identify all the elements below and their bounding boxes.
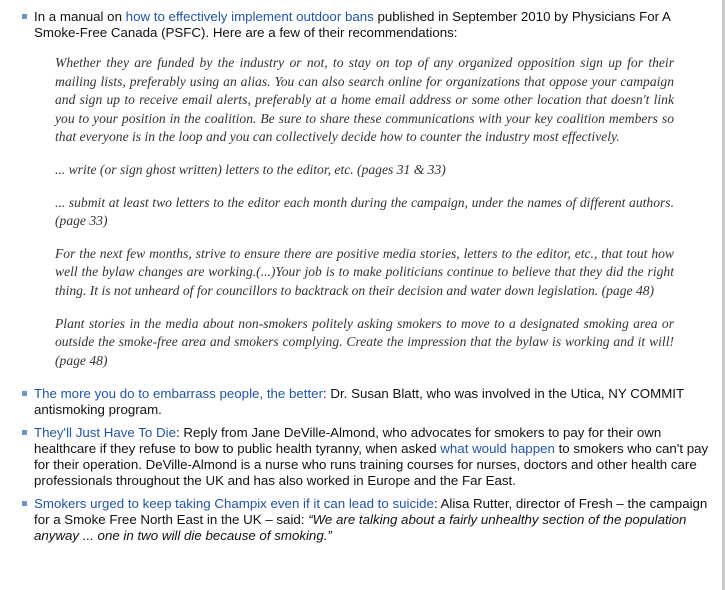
link-just-have-to-die[interactable]: They'll Just Have To Die (34, 425, 176, 441)
quote-paragraph-4: For the next few months, strive to ensure there are positive media stories, letters to the editor, etc., that tout how well the bylaw changes are working.(...)Your job is to make politicians continue to believe that they did the right thing. It is not unheard of for councillors to backtrack on their decision and water down legislation. (page 48) (55, 245, 674, 298)
quote-paragraph-2: ... write (or sign ghost written) letters to the editor, etc. (pages 31 & 33) (55, 161, 446, 177)
bullet-icon (22, 14, 27, 19)
link-champix-suicide[interactable]: Smokers urged to keep taking Champix even if it can lead to suicide (34, 496, 434, 512)
item1-pre: In a manual on (34, 9, 126, 24)
bullet-icon (22, 430, 27, 435)
list-item-just-have-to-die (0, 425, 722, 489)
item4-mid: : Alisa Rutter, director of Fresh – the campaign for a Smoke Free North East in the UK – said: (34, 496, 708, 528)
item1-post: published in September 2010 by Physicians For A Smoke-Free Canada (PSFC). Here are a few of their recommendations: (34, 9, 671, 40)
bullet-icon (22, 391, 27, 396)
link-what-would-happen[interactable]: what would happen (440, 441, 555, 457)
link-outdoor-bans-manual[interactable]: how to effectively implement outdoor bans (125, 9, 374, 24)
quote-paragraph-5: Plant stories in the media about non-smokers politely asking smokers to move to a designated smoking area or outside the smoke-free area and smokers complying. Create the impression that the bylaw is working and it will! (page 48) (55, 315, 674, 368)
link-embarrass-people[interactable]: The more you do to embarrass people, the better (34, 386, 323, 402)
list-item-embarrass (0, 386, 722, 418)
item2-post: : Dr. Susan Blatt, who was involved in the Utica, NY COMMIT antismoking program. (34, 386, 684, 418)
bullet-icon (22, 501, 27, 506)
quote-paragraph-3: ... submit at least two letters to the editor each month during the campaign, under the names of different authors. (page 33) (55, 194, 674, 229)
list-item-champix (0, 496, 722, 544)
item4-quote: “We are talking about a fairly unhealthy section of the population anyway ... one in two will die because of smoking.” (34, 512, 687, 544)
item3-mid: : Reply from Jane DeVille-Almond, who advocates for smokers to pay for their own healthcare if they refuse to bow to public health tyranny, when asked (34, 425, 662, 457)
quote-block (0, 54, 722, 370)
quote-paragraph-1: Whether they are funded by the industry or not, to stay on top of any organized opposition sign up for their mailing lists, preferably using an alias. You can also search online for organizations that oppose your campaign and sign up to receive email alerts, preferably at a home email address or some other location that doesn't link you to your position in the coalition. Be sure to share these communications with your key coalition members so that everyone is in the loop and you can collectively decide how to counter the industry most effectively. (55, 55, 674, 145)
list-item-psfc-manual (0, 9, 722, 41)
item3-post: to smokers who can't pay for their operation. DeVille-Almond is a nurse who runs training courses for nurses, doctors and other health care professionals throughout the UK and has also worked in Europe and the Far East. (34, 441, 709, 489)
